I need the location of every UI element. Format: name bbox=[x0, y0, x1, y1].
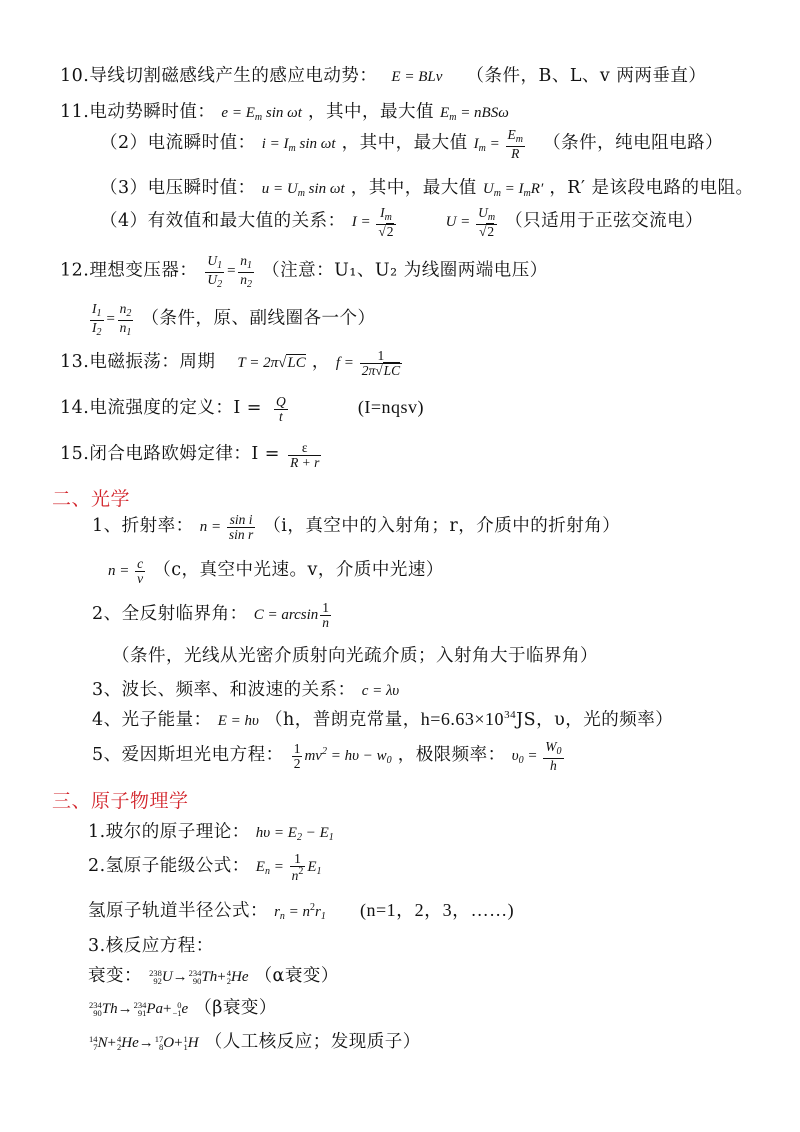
formula-15 bbox=[60, 440, 800, 470]
critical-angle: C = arcsin $\frac{1}{n}$ bbox=[253, 599, 330, 631]
label: 2.氢原子能级公式： bbox=[88, 856, 250, 877]
label: （2）电流瞬时值： bbox=[100, 132, 256, 153]
note: （h，普朗克常量， bbox=[264, 710, 421, 730]
atom-2 bbox=[88, 852, 800, 883]
section-atom-title: 三、原子物理学 bbox=[52, 790, 189, 812]
label: 3.核反应方程： bbox=[88, 936, 214, 956]
emf-formula: E = BLv bbox=[391, 69, 443, 85]
label-threshold: 极限频率： bbox=[415, 744, 506, 765]
effective-voltage: U = $\frac{U_m}{√2}$ bbox=[445, 205, 496, 239]
formula-14 bbox=[60, 394, 800, 424]
label: 11.电动势瞬时值： bbox=[60, 102, 216, 122]
condition: （条件，原、副线圈各一个） bbox=[141, 308, 376, 329]
transformer-voltage: $\frac{U_1}{U_2}$ = $\frac{n_1}{n_2}$ bbox=[207, 253, 253, 290]
ohm-law: $\frac{\varepsilon}{R + r}$ bbox=[290, 439, 320, 471]
wave-relation: c = λυ bbox=[361, 683, 400, 699]
voltage-instant: $u = U_m$ sin ωt bbox=[261, 181, 345, 199]
comma: ， bbox=[397, 744, 416, 765]
photoelectric-equation: $\frac{1}{2}$ $mv^2 = h\upsilon - w_0$ bbox=[293, 740, 392, 771]
atom-6 bbox=[88, 994, 800, 1019]
emf-instant: $e = E_m$ sin ωt bbox=[221, 105, 302, 123]
bohr-formula: $h\upsilon = E_2 - E_1$ bbox=[255, 825, 334, 843]
optics-2b bbox=[112, 642, 800, 667]
note: （人工核反应；发现质子） bbox=[204, 1032, 421, 1052]
text: ，其中，最大值 bbox=[350, 178, 477, 198]
frequency-formula: f = $\frac{1}{2\pi√LC}$ bbox=[335, 347, 401, 379]
optics-2 bbox=[92, 600, 800, 630]
condition: （条件，B、L、v 两两垂直） bbox=[466, 66, 707, 86]
optics-1 bbox=[92, 512, 800, 542]
label: 10.导线切割磁感线产生的感应电动势： bbox=[60, 66, 378, 86]
note: （i，真空中的入射角；r，介质中的折射角） bbox=[263, 516, 621, 536]
refraction-formula: n = $\frac{\text{sin i}}{\text{sin r}}$ bbox=[199, 511, 254, 543]
effective-current: I = $\frac{I_m}{√2}$ bbox=[351, 205, 394, 239]
optics-5 bbox=[92, 740, 800, 773]
label: 12.理想变压器： bbox=[60, 260, 198, 281]
label: 5、爱因斯坦光电方程： bbox=[92, 744, 284, 765]
optics-3 bbox=[92, 676, 800, 701]
formula-12-current bbox=[88, 302, 800, 338]
label: （3）电压瞬时值： bbox=[100, 178, 256, 198]
emf-max: $E_m = nBS\omega$ bbox=[440, 105, 509, 123]
label: 15.闭合电路欧姆定律：I = bbox=[60, 444, 280, 464]
formula-13 bbox=[60, 348, 800, 378]
atom-1 bbox=[88, 818, 800, 843]
atom-3 bbox=[88, 896, 800, 922]
comma: ， bbox=[311, 352, 330, 372]
note-tail: JS，υ，光的频率） bbox=[516, 710, 674, 730]
atom-4 bbox=[88, 932, 800, 957]
period-formula: T = 2π√LC bbox=[237, 355, 306, 371]
label: （4）有效值和最大值的关系： bbox=[100, 210, 346, 231]
formula-12 bbox=[60, 254, 800, 290]
note: （注意：U₁、U₂ 为线圈两端电压） bbox=[262, 260, 548, 281]
current-definition: $\frac{Q}{t}$ bbox=[276, 393, 286, 425]
formula-11 bbox=[60, 98, 800, 123]
orbit-radius-formula: $r_n = n^2r_1$ bbox=[274, 902, 326, 922]
label: 氢原子轨道半径公式： bbox=[88, 901, 268, 921]
condition: （条件，光线从光密介质射向光疏介质；入射角大于临界角） bbox=[112, 646, 598, 666]
label: 4、光子能量： bbox=[92, 710, 212, 730]
threshold-frequency: $\upsilon_0$ = $\frac{W_0}{h}$ bbox=[511, 739, 562, 773]
condition: （只适用于正弦交流电） bbox=[505, 210, 704, 231]
section-optics-title: 二、光学 bbox=[52, 488, 131, 510]
condition: （条件，纯电阻电路） bbox=[543, 132, 724, 153]
formula-11-3 bbox=[100, 174, 800, 199]
note: (I=nqsv) bbox=[357, 397, 425, 417]
voltage-max: $U_m = I_mR'$ bbox=[482, 181, 544, 199]
beta-decay: 234 90 Th→ 234 91 Pa+ 0 −1 e bbox=[89, 999, 189, 1018]
formula-11-2 bbox=[100, 128, 800, 161]
label: 2、全反射临界角： bbox=[92, 604, 248, 624]
atom-5 bbox=[88, 962, 800, 987]
photon-energy: E = hυ bbox=[217, 713, 259, 729]
current-max: $I_m$ = $\frac{E_m}{R}$ bbox=[473, 127, 524, 161]
energy-level-formula: $E_n$ = $\frac{1}{n^2}$ $E_1$ bbox=[255, 851, 322, 884]
current-instant: $i = I_m$ sin ωt bbox=[261, 135, 336, 154]
refraction-speed: n = $\frac{c}{v}$ bbox=[108, 555, 144, 587]
note: ，R′ 是该段电路的电阻。 bbox=[549, 178, 754, 198]
label: 1.玻尔的原子理论： bbox=[88, 822, 250, 842]
artificial-reaction: 14 7 N+ 4 2 He→ 17 8 O+ 1 1 H bbox=[89, 1033, 199, 1052]
atom-7 bbox=[88, 1028, 800, 1053]
note: （α衰变） bbox=[254, 966, 339, 986]
note: （c，真空中光速。v，介质中光速） bbox=[153, 560, 444, 580]
label: 3、波长、频率、和波速的关系： bbox=[92, 680, 356, 700]
alpha-decay: 238 92 U→ 234 90 Th+ 4 2 He bbox=[149, 967, 249, 986]
label: 衰变： bbox=[88, 966, 142, 986]
transformer-current: $\frac{I_1}{I_2}$ = $\frac{n_2}{n_1}$ bbox=[92, 301, 132, 338]
formula-11-4 bbox=[100, 206, 800, 239]
text: ，其中，最大值 bbox=[341, 132, 468, 153]
text: ，其中，最大值 bbox=[307, 102, 434, 122]
optics-1b bbox=[108, 556, 800, 586]
label: 1、折射率： bbox=[92, 516, 194, 536]
note: （β衰变） bbox=[194, 998, 277, 1018]
optics-4 bbox=[92, 706, 800, 731]
note: (n=1，2，3，……) bbox=[359, 900, 515, 920]
planck-value: $h=6.63\times 10^{34}$ bbox=[420, 709, 517, 729]
label: 14.电流强度的定义：I = bbox=[60, 398, 269, 418]
formula-10 bbox=[60, 62, 800, 87]
label: 13.电磁振荡：周期 bbox=[60, 352, 216, 372]
